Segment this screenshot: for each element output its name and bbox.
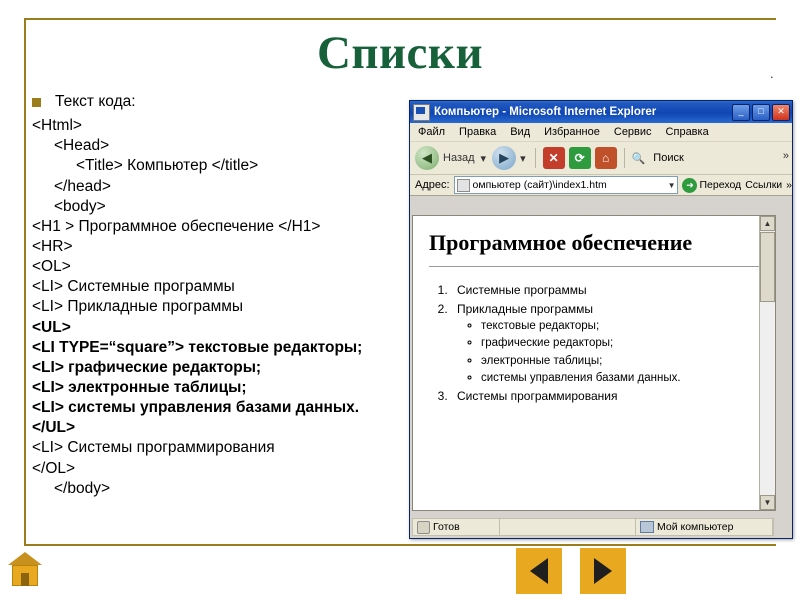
stop-icon[interactable]: ✕ [543, 147, 565, 169]
home-button[interactable] [8, 552, 42, 588]
scrollbar-thumb[interactable] [760, 232, 775, 302]
menu-item-tools[interactable]: Сервис [613, 126, 652, 138]
frame-left-border [24, 18, 26, 546]
browser-statusbar [412, 518, 774, 536]
back-dropdown-icon[interactable]: ▾ [480, 152, 487, 165]
code-line: <H1 > Программное обеспечение </H1> [32, 217, 321, 235]
code-line: <body> [54, 197, 106, 215]
toolbar-overflow-icon[interactable]: » [782, 150, 789, 162]
address-dropdown-icon[interactable]: ▼ [667, 180, 676, 190]
triangle-left-icon [530, 558, 548, 584]
browser-window [409, 100, 793, 539]
code-line: <Title> Компьютер </title> [76, 157, 259, 175]
minimize-button[interactable]: _ [732, 104, 750, 121]
square-bullet-icon [32, 98, 41, 107]
address-overflow-icon[interactable]: » [786, 179, 792, 191]
search-label[interactable]: Поиск [653, 152, 684, 164]
list-item: ◦ электронные таблицы; [481, 353, 759, 370]
content-heading: Программное обеспечение [429, 230, 693, 255]
home-icon[interactable]: ⌂ [595, 147, 617, 169]
browser-titlebar [410, 101, 792, 123]
menu-item-favorites[interactable]: Избранное [544, 126, 600, 138]
search-icon[interactable]: 🔍 [631, 152, 646, 165]
vertical-scrollbar[interactable] [759, 216, 775, 510]
triangle-right-icon [594, 558, 612, 584]
status-icon [417, 521, 430, 534]
code-line: <LI> графические редакторы; [32, 358, 262, 376]
code-line: <Head> [54, 137, 110, 155]
toolbar-separator [624, 148, 625, 168]
code-line: <LI> Прикладные программы [32, 298, 244, 316]
next-slide-button[interactable] [580, 548, 626, 594]
list-item: ◦ графические редакторы; [481, 335, 759, 352]
page-icon [457, 179, 470, 192]
status-left [413, 519, 500, 535]
horizontal-rule [429, 266, 759, 267]
forward-button-icon[interactable]: ▶ [492, 146, 516, 170]
list-item [451, 300, 759, 388]
code-line: <OL> [32, 258, 71, 276]
browser-menubar [410, 123, 792, 142]
list-item-label: Системы программирования [457, 389, 618, 404]
address-label: Адрес: [415, 179, 450, 191]
maximize-button[interactable]: □ [752, 104, 770, 121]
code-bullet-heading [32, 92, 404, 112]
links-label[interactable]: Ссылки [745, 179, 783, 191]
code-line: <LI TYPE=“square”> текстовые редакторы; [32, 338, 363, 356]
browser-window-title: Компьютер - Microsoft Internet Explorer [434, 106, 657, 118]
html-page [413, 216, 775, 406]
home-icon [8, 552, 42, 565]
frame-top-border [24, 18, 776, 20]
code-line: <LI> Системы программирования [32, 439, 275, 457]
status-right-label: Мой компьютер [657, 521, 734, 533]
status-right [636, 519, 773, 535]
refresh-icon[interactable]: ⟳ [569, 147, 591, 169]
code-line: </OL> [32, 459, 76, 477]
toolbar-separator [535, 148, 536, 168]
ordered-list [451, 281, 759, 406]
code-line: <UL> [32, 318, 71, 336]
code-line: <HR> [32, 237, 73, 255]
code-line: <LI> системы управления базами данных. [32, 399, 360, 417]
code-line: <Html> [32, 117, 82, 135]
unordered-list [481, 318, 759, 387]
scroll-down-icon[interactable]: ▼ [760, 495, 775, 510]
list-item [451, 387, 759, 406]
list-item-label: Прикладные программы [457, 301, 594, 316]
forward-dropdown-icon[interactable]: ▾ [520, 152, 526, 165]
scroll-up-icon[interactable]: ▲ [760, 216, 775, 231]
go-label: Переход [699, 179, 742, 191]
status-left-label: Готов [433, 521, 460, 533]
menu-item-help[interactable]: Справка [665, 126, 709, 138]
menu-item-view[interactable]: Вид [510, 126, 531, 138]
code-line: <LI> Системные программы [32, 278, 235, 296]
address-value: омпьютер (сайт)\index1.htm [472, 179, 607, 191]
browser-toolbar [410, 142, 792, 175]
code-line: </body> [54, 479, 111, 497]
home-door [21, 573, 29, 586]
status-center [500, 519, 636, 535]
code-line: </UL> [32, 419, 76, 437]
computer-icon [640, 521, 654, 533]
page-title: Списки [316, 27, 484, 79]
close-button[interactable]: ✕ [772, 104, 790, 121]
go-button[interactable] [682, 178, 741, 193]
address-bar [410, 175, 792, 196]
menu-item-edit[interactable]: Правка [459, 126, 497, 138]
ie-app-icon [413, 104, 430, 121]
go-icon: ➜ [682, 178, 697, 193]
list-item [451, 281, 759, 300]
code-line: <LI> электронные таблицы; [32, 378, 247, 396]
browser-content-area [412, 215, 776, 511]
list-item-label: Системные программы [457, 282, 587, 297]
back-button-label[interactable]: Назад [443, 152, 475, 164]
list-item: ◦ текстовые редакторы; [481, 318, 759, 335]
frame-bottom-border [24, 544, 776, 546]
window-controls [732, 104, 790, 121]
previous-slide-button[interactable] [516, 548, 562, 594]
code-bullet-label: Текст кода: [55, 93, 136, 110]
list-item: ◦ системы управления базами данных. [481, 370, 759, 387]
menu-item-file[interactable]: Файл [418, 126, 446, 138]
corner-mark: . [770, 66, 774, 81]
back-button-icon[interactable]: ◀ [415, 146, 439, 170]
code-line: </head> [54, 177, 111, 195]
address-input[interactable] [454, 176, 679, 194]
code-listing [32, 92, 404, 499]
